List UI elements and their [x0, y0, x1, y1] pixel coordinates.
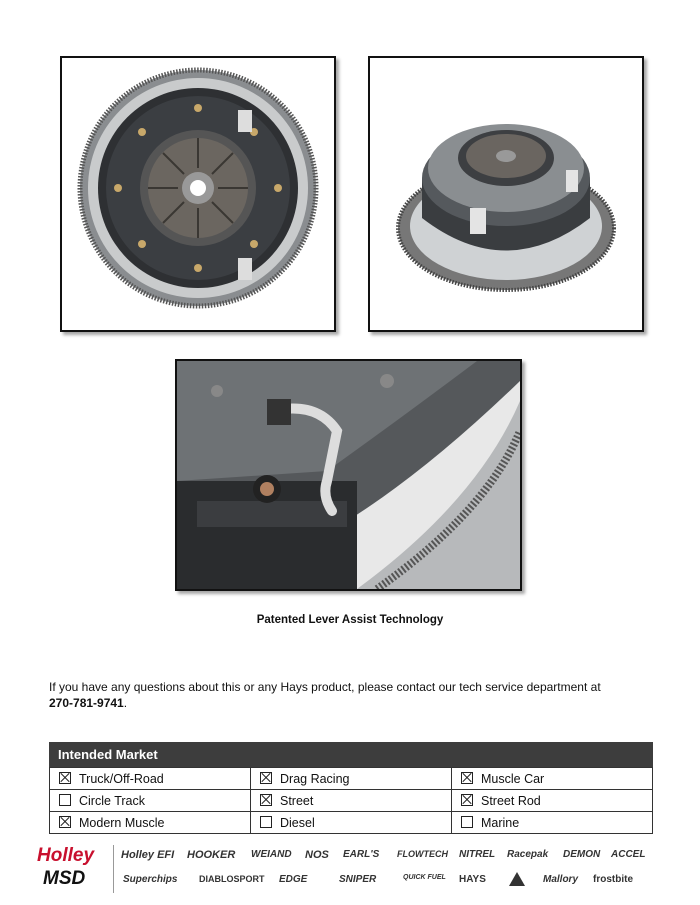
contact-period: . [123, 696, 128, 710]
earls-logo: EARL'S [343, 849, 380, 860]
flowtech-logo: FLOWTECH [397, 849, 448, 859]
superchips-logo: Superchips [123, 874, 178, 885]
market-row [50, 768, 653, 790]
market-row [50, 790, 653, 812]
accel-logo: ACCEL [611, 849, 646, 860]
market-row [50, 812, 653, 834]
market-checkbox[interactable] [260, 772, 272, 784]
market-cell [251, 768, 452, 790]
market-checkbox[interactable] [59, 794, 71, 806]
market-cell [452, 812, 653, 834]
market-checkbox[interactable] [260, 816, 272, 828]
lever-assist-closeup-photo [175, 359, 522, 591]
market-label: Street Rod [481, 793, 541, 808]
market-label: Truck/Off-Road [79, 771, 164, 786]
clutch-front-photo [60, 56, 336, 332]
brand-logo-strip [33, 843, 663, 895]
hays-logo: HAYS [459, 874, 486, 885]
quick-fuel-logo: QUICK FUEL [403, 874, 446, 881]
market-label: Street [280, 793, 314, 808]
intended-market-table [49, 767, 653, 834]
holley-logo: Holley [37, 845, 95, 866]
diablosport-logo: DIABLOSPORT [199, 874, 265, 884]
market-label: Drag Racing [280, 771, 350, 786]
market-cell [50, 790, 251, 812]
nos-logo: NOS [305, 849, 329, 861]
clutch-angle-photo [368, 56, 644, 332]
market-label: Muscle Car [481, 771, 545, 786]
intended-market-title: Intended Market [49, 742, 653, 767]
mallory-logo: Mallory [543, 874, 579, 885]
contact-text: If you have any questions about this or any Hays product, please contact our tech service department at [49, 680, 601, 694]
market-cell [50, 768, 251, 790]
photo-caption: Patented Lever Assist Technology [256, 614, 444, 626]
market-checkbox[interactable] [59, 772, 71, 784]
market-checkbox[interactable] [461, 816, 473, 828]
tech-service-phone: 270-781-9741 [49, 696, 124, 710]
demon-logo: DEMON [563, 849, 601, 860]
frostbite-logo: frostbite [593, 874, 633, 885]
contact-paragraph [49, 679, 609, 711]
market-label: Modern Muscle [79, 815, 165, 830]
market-label: Diesel [280, 815, 315, 830]
market-checkbox[interactable] [59, 816, 71, 828]
edge-logo: EDGE [279, 874, 308, 885]
logo-divider [113, 845, 114, 893]
market-checkbox[interactable] [260, 794, 272, 806]
market-label: Circle Track [79, 793, 145, 808]
intended-market-section [49, 742, 653, 834]
market-cell [251, 790, 452, 812]
hooker-logo: HOOKER [187, 849, 236, 861]
market-cell [251, 812, 452, 834]
market-label: Marine [481, 815, 520, 830]
market-cell [452, 768, 653, 790]
nitrel-logo: NITREL [459, 849, 496, 860]
market-cell [50, 812, 251, 834]
racepak-logo: Racepak [507, 849, 549, 860]
sniper-logo: SNIPER [339, 874, 377, 885]
msd-logo: MSD [43, 868, 86, 889]
holley-efi-logo: Holley EFI [121, 849, 175, 861]
weiand-logo: WEIAND [251, 849, 292, 860]
triangle-logo-icon [509, 872, 525, 886]
market-cell [452, 790, 653, 812]
market-checkbox[interactable] [461, 772, 473, 784]
market-checkbox[interactable] [461, 794, 473, 806]
